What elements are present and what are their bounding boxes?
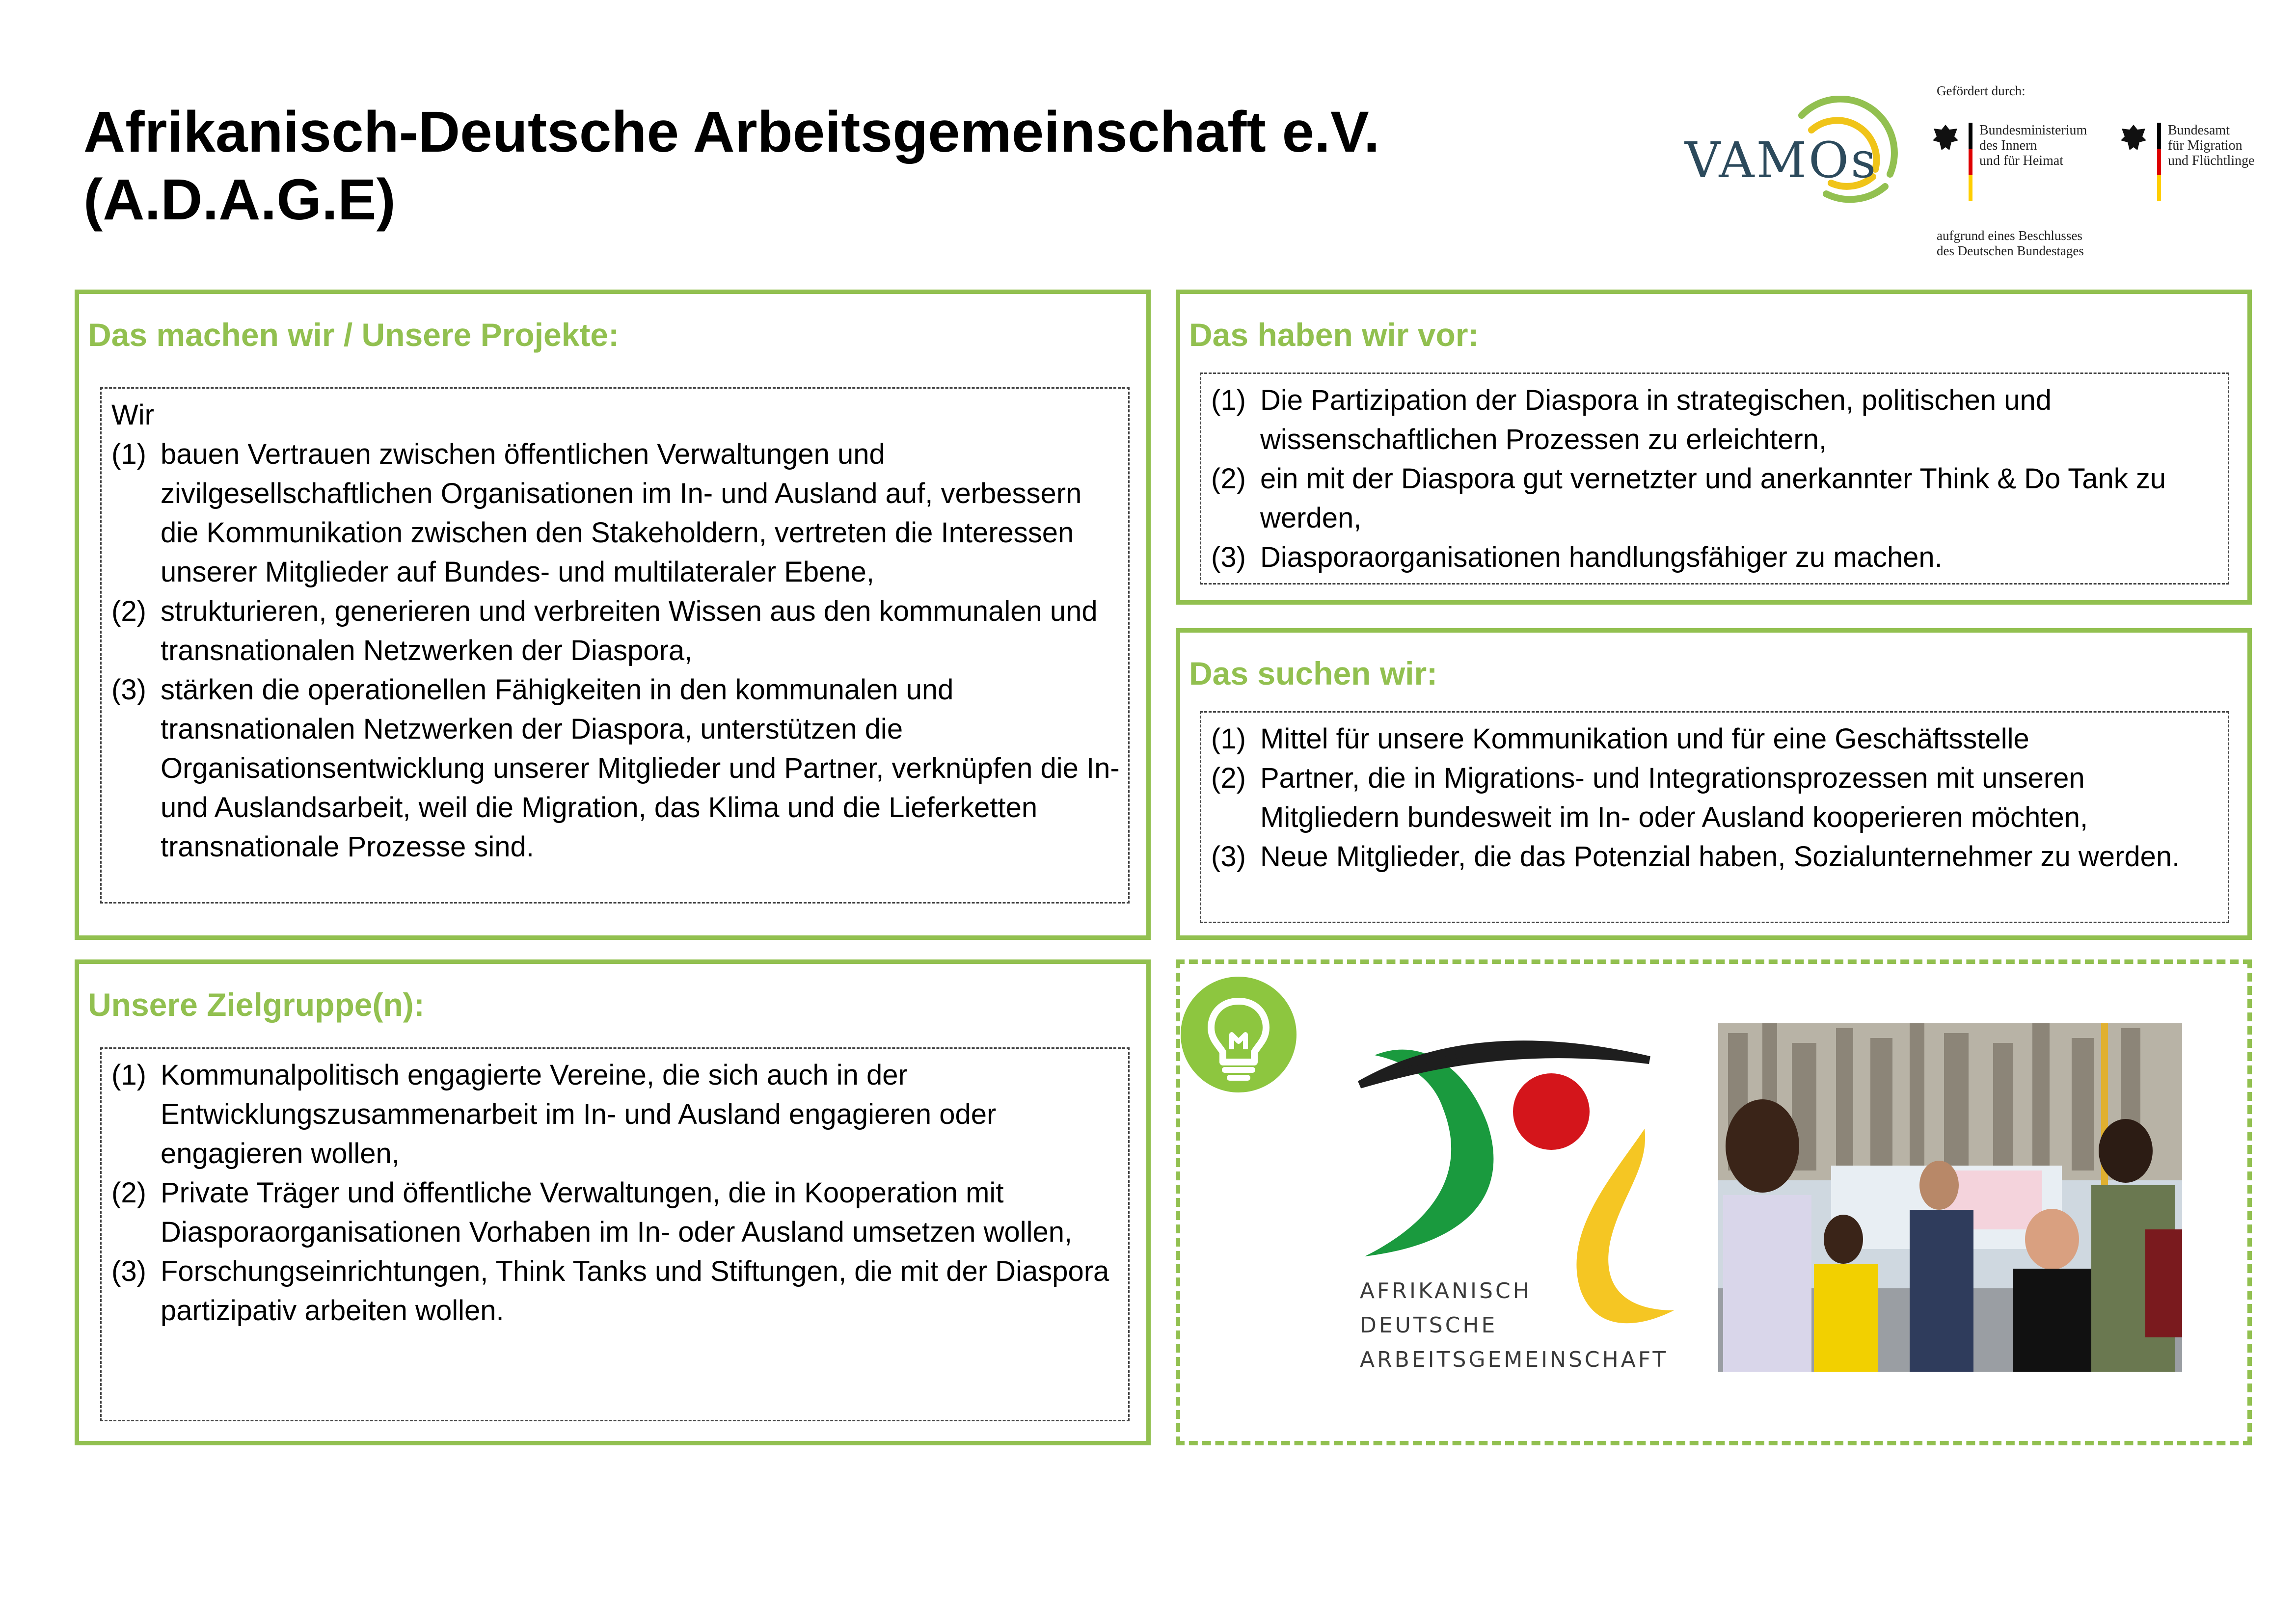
item-number: (2): [1211, 762, 1246, 794]
item-text: Mittel für unsere Kommunikation und für eine Geschäftsstelle: [1260, 723, 2029, 755]
logo-line-3: ARBEITSGEMEINSCHAFT: [1360, 1347, 1669, 1372]
plans-box: [1200, 372, 2229, 585]
lightbulb-icon: [1180, 976, 1297, 1093]
plans-list: [1211, 381, 2221, 577]
item-number: (2): [111, 1177, 146, 1209]
list-item: [1211, 538, 2221, 577]
ministry-interior: Bundesministerium des Innern und für Heimat: [1979, 123, 2087, 168]
projects-panel: [75, 290, 1151, 940]
item-number: (1): [1211, 723, 1246, 755]
target-group-box: [100, 1047, 1130, 1421]
item-number: (3): [1211, 841, 1246, 873]
list-item: [111, 1056, 1121, 1173]
item-text: Die Partizipation der Diaspora in strategischen, politischen und wissenschaftlichen Prozessen zu erleichtern,: [1260, 384, 2052, 455]
item-text: strukturieren, generieren und verbreiten Wissen aus den kommunalen und transnationalen Netzwerken der Diaspora,: [161, 595, 1098, 666]
plans-panel: [1176, 290, 2252, 605]
bundestag-note: aufgrund eines Beschlusses des Deutschen Bundestages: [1937, 228, 2084, 258]
item-text: ein mit der Diaspora gut vernetzter und anerkannter Think & Do Tank zu werden,: [1260, 463, 2166, 534]
list-item: [1211, 459, 2221, 538]
plans-title: Das haben wir vor:: [1189, 317, 1479, 353]
list-item: [111, 435, 1121, 592]
list-item: [111, 1173, 1121, 1252]
logo-line-2: DEUTSCHE: [1360, 1313, 1498, 1338]
list-item: [1211, 719, 2221, 759]
projects-list: [111, 435, 1121, 867]
item-number: (3): [111, 1255, 146, 1287]
item-number: (3): [1211, 541, 1246, 573]
item-number: (1): [111, 438, 146, 470]
projects-title: Das machen wir / Unsere Projekte:: [88, 317, 620, 353]
federal-eagle-icon: [1932, 123, 1959, 154]
item-text: Partner, die in Migrations- und Integrationsprozessen mit unseren Mitgliedern bundesweit im In- oder Ausland kooperieren möchten,: [1260, 762, 2088, 833]
item-text: Forschungseinrichtungen, Think Tanks und Stiftungen, die mit der Diaspora partizipativ arbeiten wollen.: [161, 1255, 1109, 1327]
federal-eagle-icon: [2120, 123, 2147, 154]
item-number: (1): [111, 1059, 146, 1091]
item-text: Diasporaorganisationen handlungsfähiger zu machen.: [1260, 541, 1943, 573]
item-text: Kommunalpolitisch engagierte Vereine, die sich auch in der Entwicklungszusammenarbeit im In- und Ausland engagieren oder engagieren wollen,: [161, 1059, 997, 1170]
item-number: (2): [111, 595, 146, 627]
german-flag-stripe: [2157, 123, 2161, 201]
list-item: [111, 592, 1121, 670]
title-line-1: Afrikanisch-Deutsche Arbeitsgemeinschaft e.V.: [83, 100, 1380, 164]
search-list: [1211, 719, 2221, 877]
page-title: [83, 98, 1605, 234]
group-photo: [1718, 1023, 2182, 1372]
item-text: Private Träger und öffentliche Verwaltungen, die in Kooperation mit Diasporaorganisationen Vorhaben im In- oder Ausland umsetzen wollen,: [161, 1177, 1073, 1248]
vamos-logo-text: VAMOs: [1685, 132, 1878, 189]
item-number: (3): [111, 674, 146, 706]
search-panel: [1176, 628, 2252, 940]
list-item: [111, 1252, 1121, 1330]
target-group-panel: [75, 959, 1151, 1445]
list-item: [1211, 759, 2221, 837]
title-line-2: (A.D.A.G.E): [83, 167, 396, 232]
item-text: bauen Vertrauen zwischen öffentlichen Verwaltungen und zivilgesellschaftlichen Organisationen im In- und Ausland auf, verbessern die Kommunikation zwischen den Stakeholdern, vertreten die Interessen unserer Mitglieder auf Bundes- und multilateraler Ebene,: [161, 438, 1082, 588]
item-text: Neue Mitglieder, die das Potenzial haben, Sozialunternehmer zu werden.: [1260, 841, 2180, 873]
list-item: [1211, 381, 2221, 459]
list-item: [111, 670, 1121, 867]
projects-box: [100, 387, 1130, 904]
search-title: Das suchen wir:: [1189, 655, 1438, 692]
target-group-title: Unsere Zielgruppe(n):: [88, 986, 425, 1023]
adage-logo: [1355, 1026, 1679, 1389]
target-group-list: [111, 1056, 1121, 1330]
item-number: (2): [1211, 463, 1246, 495]
sponsor-label: Gefördert durch:: [1937, 83, 2026, 98]
german-flag-stripe: [1969, 123, 1972, 201]
logo-line-1: AFRIKANISCH: [1360, 1278, 1532, 1304]
item-text: stärken die operationellen Fähigkeiten in den kommunalen und transnationalen Netzwerken der Diaspora, unterstützen die Organisationsentwicklung unserer Mitglieder und Partner, verknüpfen die In- und Auslandsarbeit, weil die Migration, das Klima und die Lieferketten transnationale Prozesse sind.: [161, 674, 1120, 863]
item-number: (1): [1211, 384, 1246, 416]
list-item: [1211, 837, 2221, 877]
projects-intro: Wir: [111, 399, 154, 431]
ministry-migration: Bundesamt für Migration und Flüchtlinge: [2168, 123, 2255, 168]
search-box: [1200, 711, 2229, 923]
